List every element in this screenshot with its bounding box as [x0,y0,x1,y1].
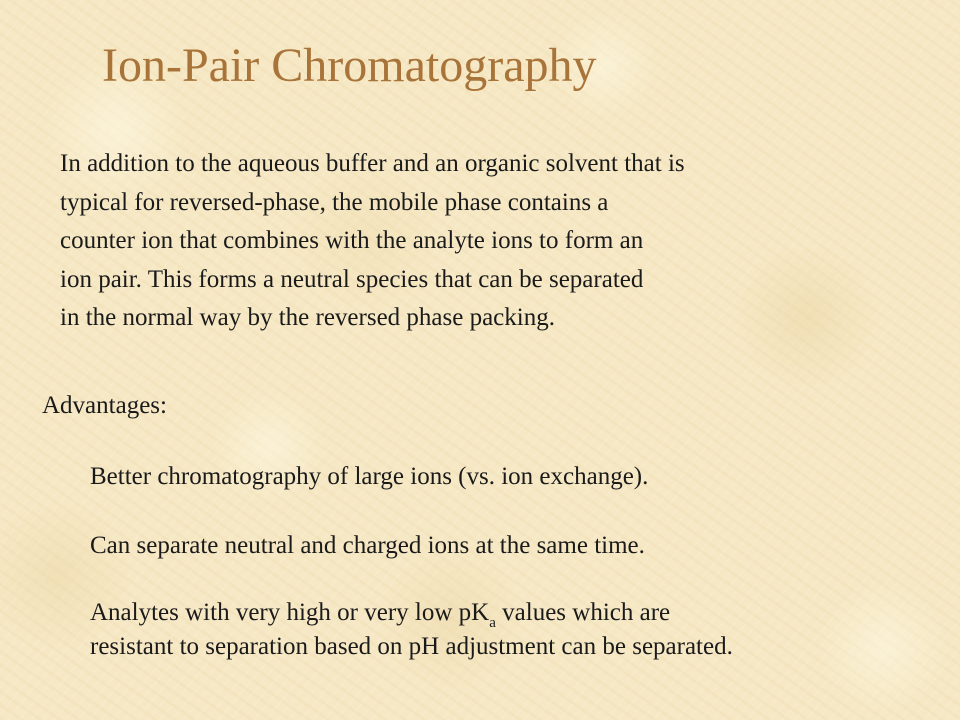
slide-title: Ion-Pair Chromatography [102,39,597,92]
intro-line: typical for reversed-phase, the mobile phase contains a [60,188,609,216]
advantage-pka-text-start: Analytes with very high or very low pK [90,599,490,626]
advantage-item-neutral-charged: Can separate neutral and charged ions at the same time. [90,532,645,559]
intro-line: in the normal way by the reversed phase packing. [60,304,555,331]
intro-paragraph [60,145,900,338]
intro-line: ion pair. This forms a neutral species that can be separated [60,265,644,293]
advantage-item-large-ions: Better chromatography of large ions (vs. ion exchange). [90,463,649,490]
intro-line: In addition to the aqueous buffer and an organic solvent that is [60,150,685,177]
advantages-heading: Advantages: [42,392,167,419]
intro-line: counter ion that combines with the analyte ions to form an [60,227,644,254]
pka-subscript: a [489,615,496,631]
advantage-pka-text-end: values which are [495,599,671,626]
advantage-item-pka [90,596,733,664]
advantage-pka-line2: resistant to separation based on pH adjustment can be separated. [90,633,733,660]
